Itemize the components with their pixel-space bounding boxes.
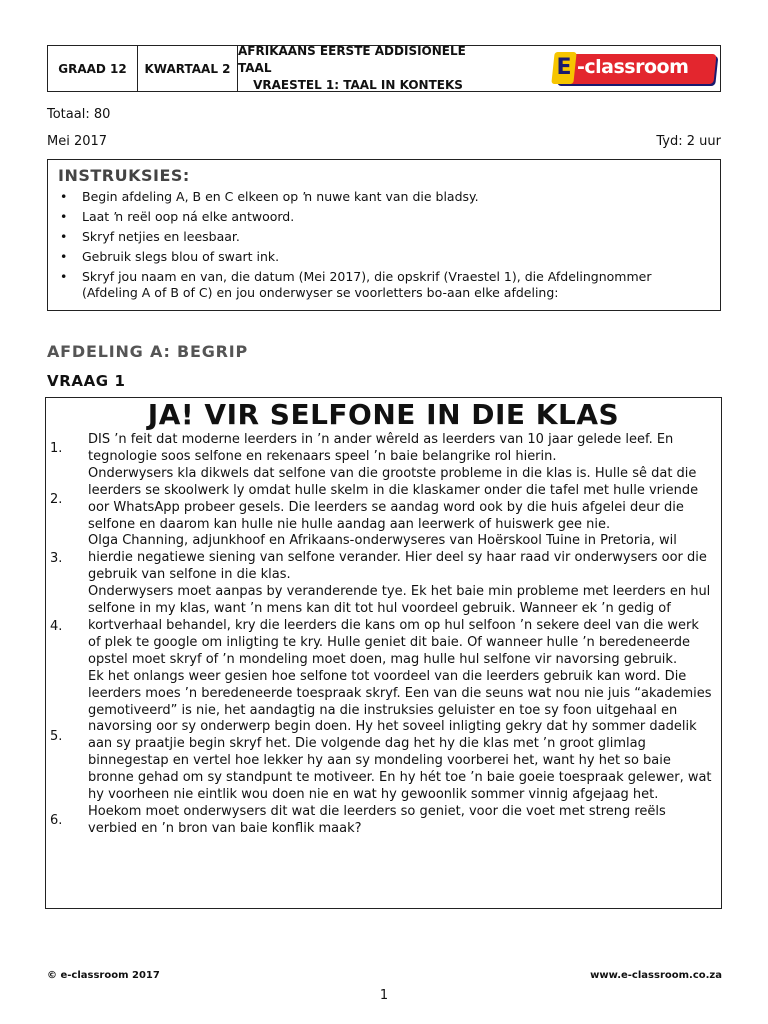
article-paragraph xyxy=(46,804,721,838)
article-paragraph xyxy=(46,533,721,584)
article-paragraph xyxy=(46,669,721,804)
article-paragraph xyxy=(46,432,721,466)
instruction-item: • Laat ŉ reël oop ná elke antwoord. xyxy=(58,209,710,225)
paragraph-text: Onderwysers kla dikwels dat selfone van die grootste probleme in die klas is. Hulle sê dat die leerders se skoolwerk ly omdat hulle skelm in die klaskamer onder die tafel met hulle vriende oor WhatsApp probeer gesels. Die leerders se aandag word ook by die huis afgelei deur die selfone en daarom kan hulle nie hulle aandag aan leerwerk of huiswerk gee nie. xyxy=(88,465,699,532)
footer-copyright: © e-classroom 2017 xyxy=(47,970,160,981)
paragraph-text: Olga Channing, adjunkhoof en Afrikaans-onderwyseres van Hoërskool Tuine in Pretoria, wil hierdie negatiewe siening van selfone verander. Hier deel sy haar raad vir onderwysers oor die gebruik van selfone in die klas. xyxy=(88,533,707,583)
paragraph-number: 1. xyxy=(50,441,63,457)
instructions-list xyxy=(58,189,710,301)
article-paragraph xyxy=(46,466,721,534)
instruction-item: • Begin afdeling A, B en C elkeen op ŉ nuwe kant van die bladsy. xyxy=(58,189,710,205)
exam-time: Tyd: 2 uur xyxy=(656,134,721,149)
subject-line-2: VRAESTEL 1: TAAL IN KONTEKS xyxy=(253,78,463,92)
article-title: JA! VIR SELFONE IN DIE KLAS xyxy=(147,398,620,431)
section-title: AFDELING A: BEGRIP xyxy=(47,342,249,361)
logo-cell xyxy=(478,46,720,91)
article-box xyxy=(45,397,722,909)
paragraph-number: 3. xyxy=(50,551,63,567)
subject-line-1: AFRIKAANS EERSTE ADDISIONELE TAAL xyxy=(238,44,466,75)
subject-cell xyxy=(238,46,478,91)
instruction-item: • Gebruik slegs blou of swart ink. xyxy=(58,249,710,265)
instruction-item: • Skryf jou naam en van, die datum (Mei 2017), die opskrif (Vraestel 1), die Afdelingnommer (Afdeling A of B of C) en jou onderwyser se voorletters bo-aan elke afdeling: xyxy=(58,269,710,301)
paragraph-text: Ek het onlangs weer gesien hoe selfone tot voordeel van die leerders gebruik kan word. Die leerders moes ’n beredeneerde toespraak skryf. Een van die seuns wat nou nie juis “akademies gemotiveerd” is nie, het aandagtig na die instruksies geluister en toe sy foon uitgehaal en navorsing oor sy onderwerp begin doen. Hy het soveel inligting gekry dat hy sommer dadelik aan sy praatjie begin skryf het. Die volgende dag het hy die klas met ’n groot glimlag binnegestap en vertel hoe lekker hy aan sy mondeling voorberei het, want hy het so baie bronne gehad om sy standpunt te motiveer. En hy hét toe ’n baie goeie toespraak gelewer, wat hy voorheen nie eintlik wou doen nie en wat hy gewoonlik sommer vinnig afgejaag het. xyxy=(88,668,712,803)
paragraph-number: 2. xyxy=(50,492,63,508)
e-classroom-logo xyxy=(553,50,718,88)
term-cell: KWARTAAL 2 xyxy=(138,46,238,91)
logo-text: -classroom xyxy=(577,55,689,78)
paragraph-text: DIS ’n feit dat moderne leerders in ’n ander wêreld as leerders van 10 jaar gelede leef. En tegnologie soos selfone en rekenaars speel ’n baie belangrike rol hierin. xyxy=(88,432,674,464)
question-title: VRAAG 1 xyxy=(47,372,126,390)
paragraph-number: 6. xyxy=(50,813,63,829)
total-marks: Totaal: 80 xyxy=(47,107,111,122)
grade-cell: GRAAD 12 xyxy=(48,46,138,91)
exam-date: Mei 2017 xyxy=(47,134,108,149)
instruction-item: • Skryf netjies en leesbaar. xyxy=(58,229,710,245)
paragraph-text: Onderwysers moet aanpas by veranderende tye. Ek het baie min probleme met leerders en hul selfone in my klas, want ’n mens kan dit tot hul voordeel gebruik. Wanneer ek ’n gedig of kortverhaal behandel, kry die leerders die kans om op hul selfoon ’n sekere deel van die werk of plek te google om inligting te kry. Hulle geniet dit baie. Of wanneer hulle ’n beredeneerde opstel moet skryf of ’n mondeling moet doen, mag hulle hul selfone vir navorsing gebruik. xyxy=(88,584,711,667)
footer-website[interactable]: www.e-classroom.co.za xyxy=(590,970,722,981)
header-table xyxy=(47,45,721,92)
paragraph-number: 5. xyxy=(50,728,63,744)
logo-e-letter: E xyxy=(556,54,572,80)
page-number: 1 xyxy=(379,988,389,1003)
instructions-box xyxy=(47,159,721,311)
paragraph-number: 4. xyxy=(50,618,63,634)
paragraph-text: Hoekom moet onderwysers dit wat die leerders so geniet, voor die voet met streng reëls verbied en ’n bron van baie konflik maak? xyxy=(88,803,666,836)
instructions-title: INSTRUKSIES: xyxy=(58,166,190,185)
article-paragraph xyxy=(46,584,721,669)
logo-e-badge xyxy=(551,52,576,84)
